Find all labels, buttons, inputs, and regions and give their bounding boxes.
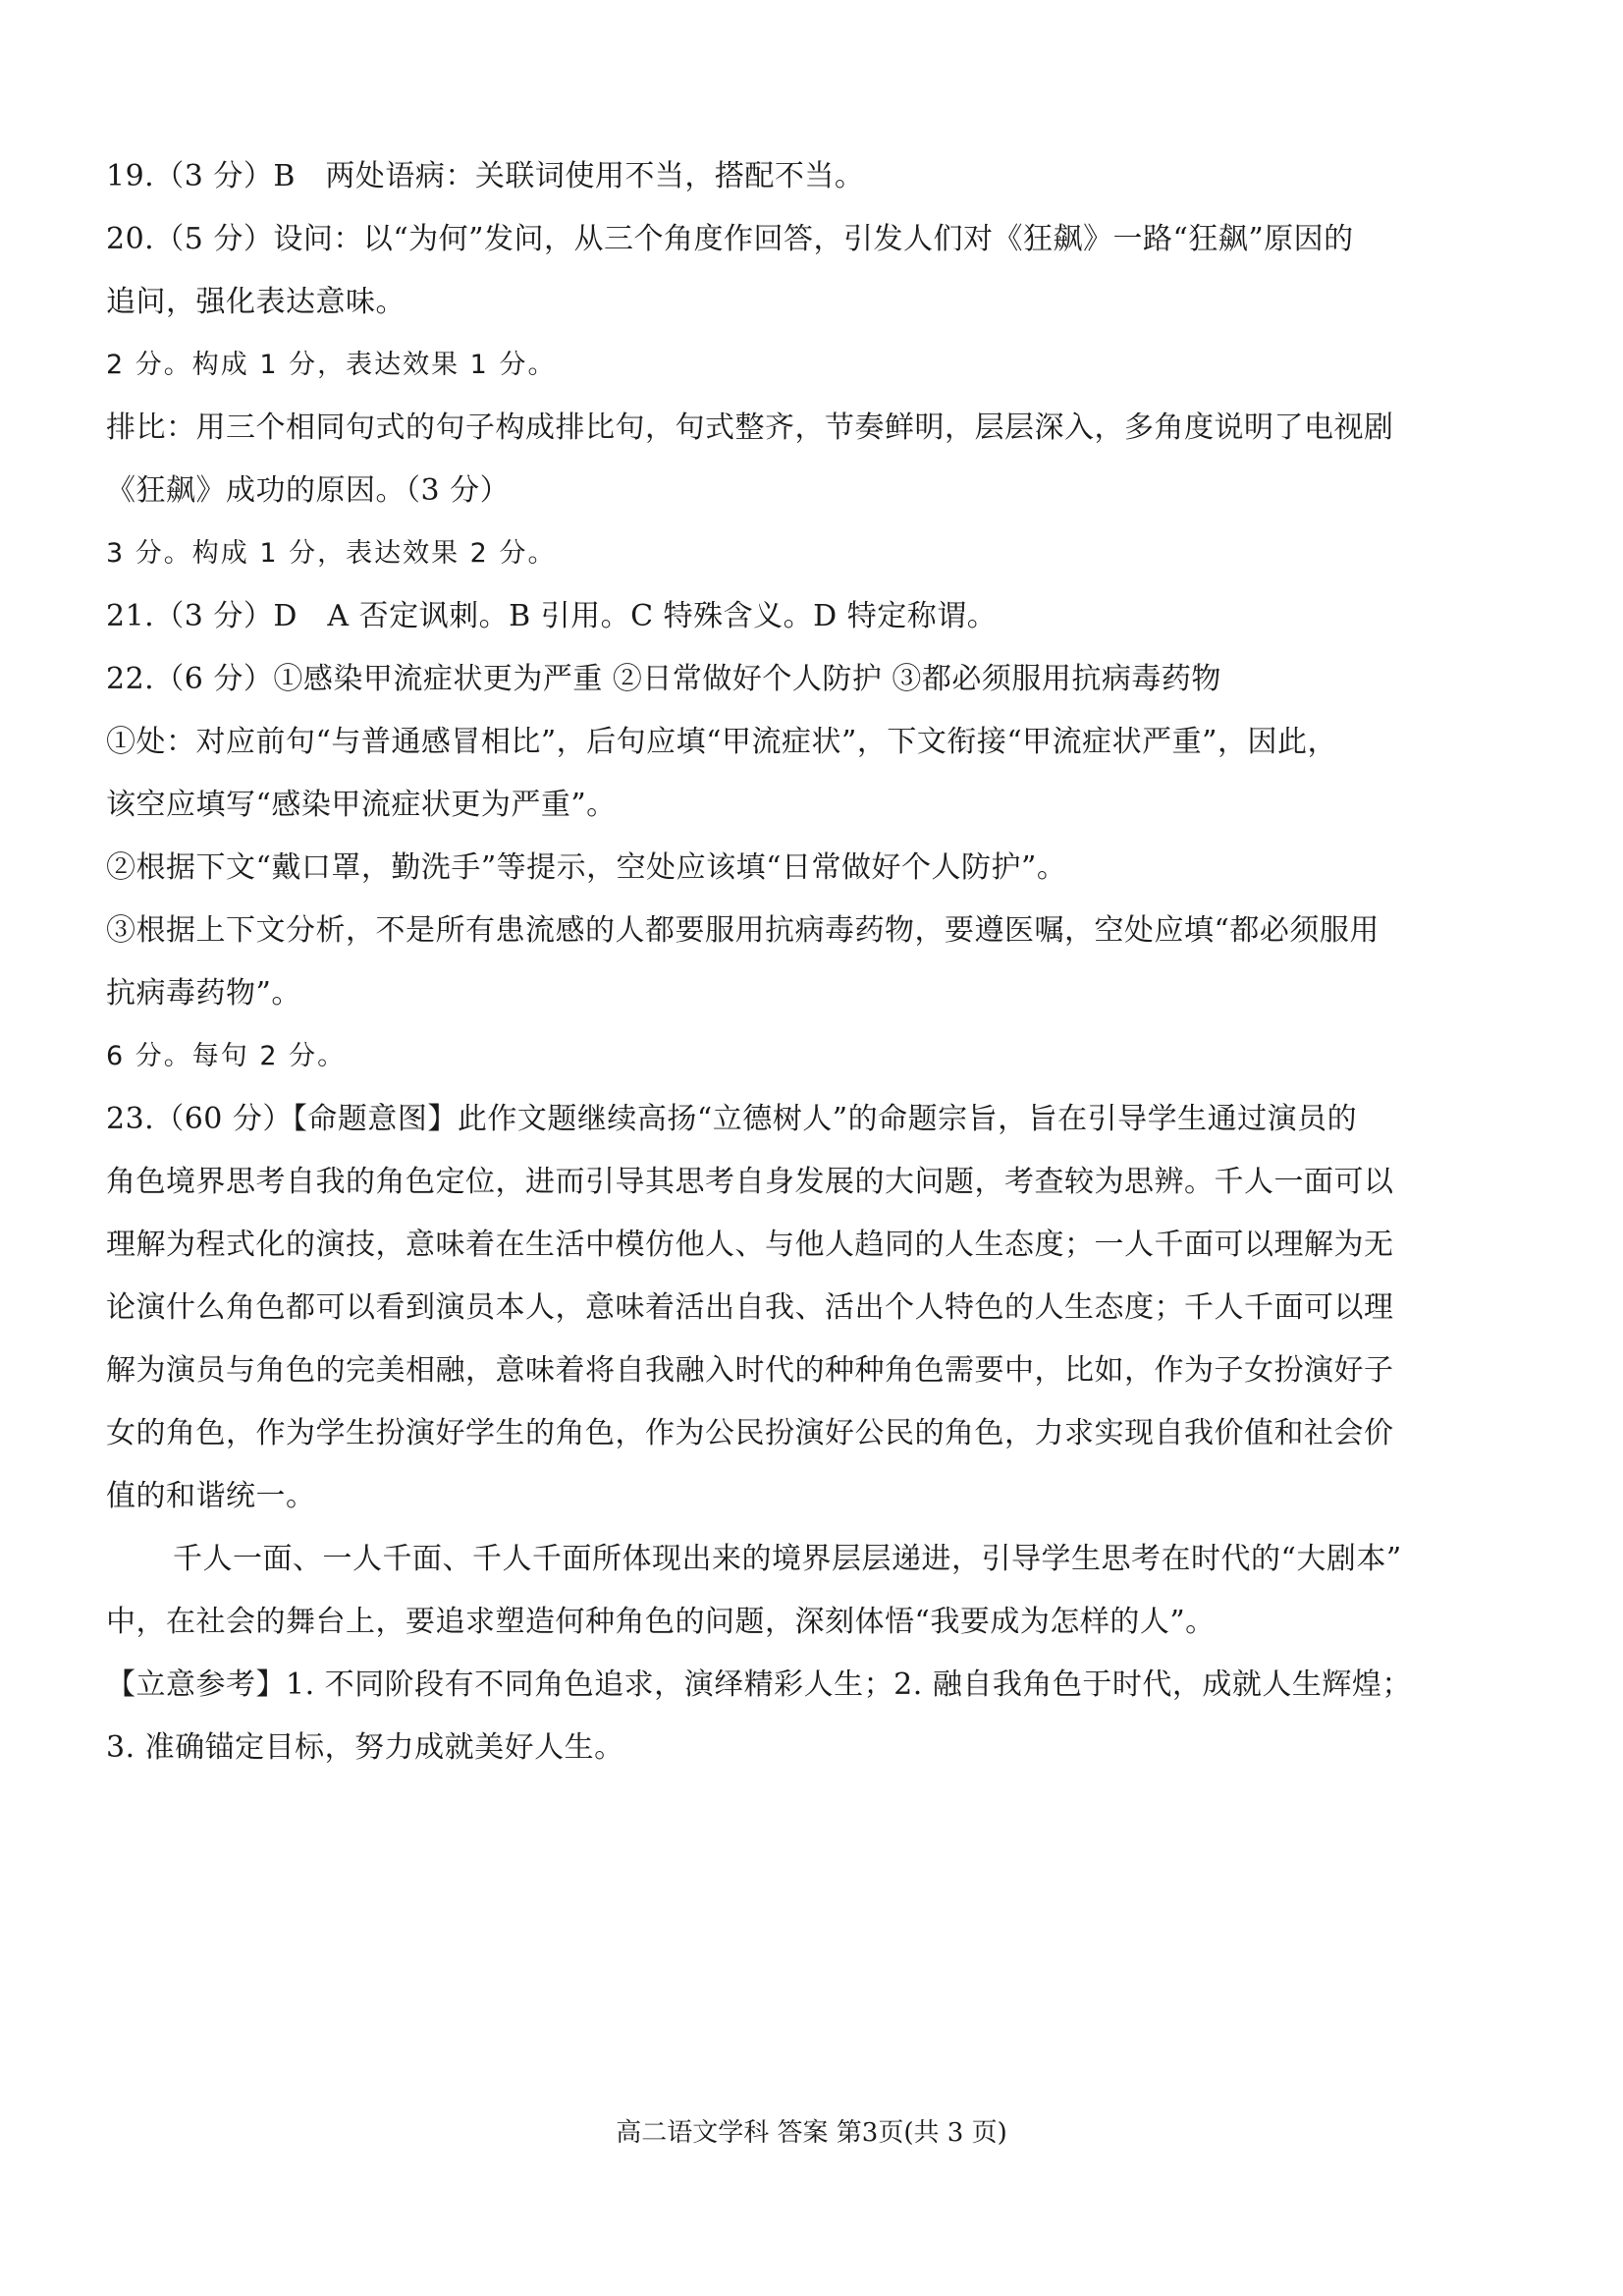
answer-20-line-4: 《狂飙》成功的原因。（3 分） — [106, 473, 511, 508]
answer-content — [106, 145, 1530, 1779]
answer-22-line-4: ②根据下文“戴口罩，勤洗手”等提示，空处应该填“日常做好个人防护”。 — [106, 850, 1067, 885]
answer-22-line-5: ③根据上下文分析，不是所有患流感的人都要服用抗病毒药物，要遵医嘱，空处应填“都必须服用 — [106, 913, 1380, 948]
answer-23-line-11: 3. 准确锚定目标，努力成就美好人生。 — [106, 1730, 624, 1765]
answer-20-score-2: 3 分。构成 1 分，表达效果 2 分。 — [106, 538, 557, 569]
answer-23-line-6: 女的角色，作为学生扮演好学生的角色，作为公民扮演好公民的角色，力求实现自我价值和社会价 — [106, 1416, 1394, 1450]
answer-20-line-2: 追问，强化表达意味。 — [106, 285, 406, 319]
answer-22-line-6: 抗病毒药物”。 — [106, 976, 301, 1011]
answer-22-score: 6 分。每句 2 分。 — [106, 1041, 347, 1071]
answer-20-line-1: 20.（5 分）设问：以“为何”发问，从三个角度作回答，引发人们对《狂飙》一路“狂飙”原因的 — [106, 222, 1354, 256]
answer-23-line-4: 论演什么角色都可以看到演员本人，意味着活出自我、活出个人特色的人生态度；千人千面可以理 — [106, 1290, 1394, 1325]
answer-22-line-1: 22.（6 分）①感染甲流症状更为严重 ②日常做好个人防护 ③都必须服用抗病毒药物 — [106, 662, 1221, 696]
answer-23-line-7: 值的和谐统一。 — [106, 1479, 316, 1513]
answer-20-score-1: 2 分。构成 1 分，表达效果 1 分。 — [106, 350, 557, 380]
answer-22-line-2: ①处：对应前句“与普通感冒相比”，后句应填“甲流症状”，下文衔接“甲流症状严重”，因此， — [106, 725, 1338, 759]
answer-23-line-5: 解为演员与角色的完美相融，意味着将自我融入时代的种种角色需要中，比如，作为子女扮演好子 — [106, 1353, 1394, 1388]
answer-20-line-3: 排比：用三个相同句式的句子构成排比句，句式整齐，节奏鲜明，层层深入，多角度说明了电视剧 — [106, 410, 1394, 445]
answer-23-line-3: 理解为程式化的演技，意味着在生活中模仿他人、与他人趋同的人生态度；一人千面可以理解为无 — [106, 1228, 1394, 1262]
answer-23-line-8: 千人一面、一人千面、千人千面所体现出来的境界层层递进，引导学生思考在时代的“大剧本” — [173, 1542, 1402, 1576]
answer-23-line-9: 中，在社会的舞台上，要追求塑造何种角色的问题，深刻体悟“我要成为怎样的人”。 — [106, 1605, 1216, 1639]
answer-23-line-2: 角色境界思考自我的角色定位，进而引导其思考自身发展的大问题，考查较为思辨。千人一面可以 — [106, 1165, 1394, 1199]
answer-22-line-3: 该空应填写“感染甲流症状更为严重”。 — [106, 788, 617, 822]
answer-23-line-10: 【立意参考】1. 不同阶段有不同角色追求，演绎精彩人生；2. 融自我角色于时代，成就人生辉煌； — [106, 1667, 1412, 1702]
answer-23-line-1: 23.（60 分）【命题意图】此作文题继续高扬“立德树人”的命题宗旨，旨在引导学生通过演员的 — [106, 1102, 1358, 1136]
page-footer: 高二语文学科 答案 第3页(共 3 页) — [616, 2118, 1007, 2148]
answer-21: 21.（3 分）D A 否定讽刺。B 引用。C 特殊含义。D 特定称谓。 — [106, 599, 998, 633]
answer-19: 19.（3 分）B 两处语病：关联词使用不当，搭配不当。 — [106, 159, 865, 193]
